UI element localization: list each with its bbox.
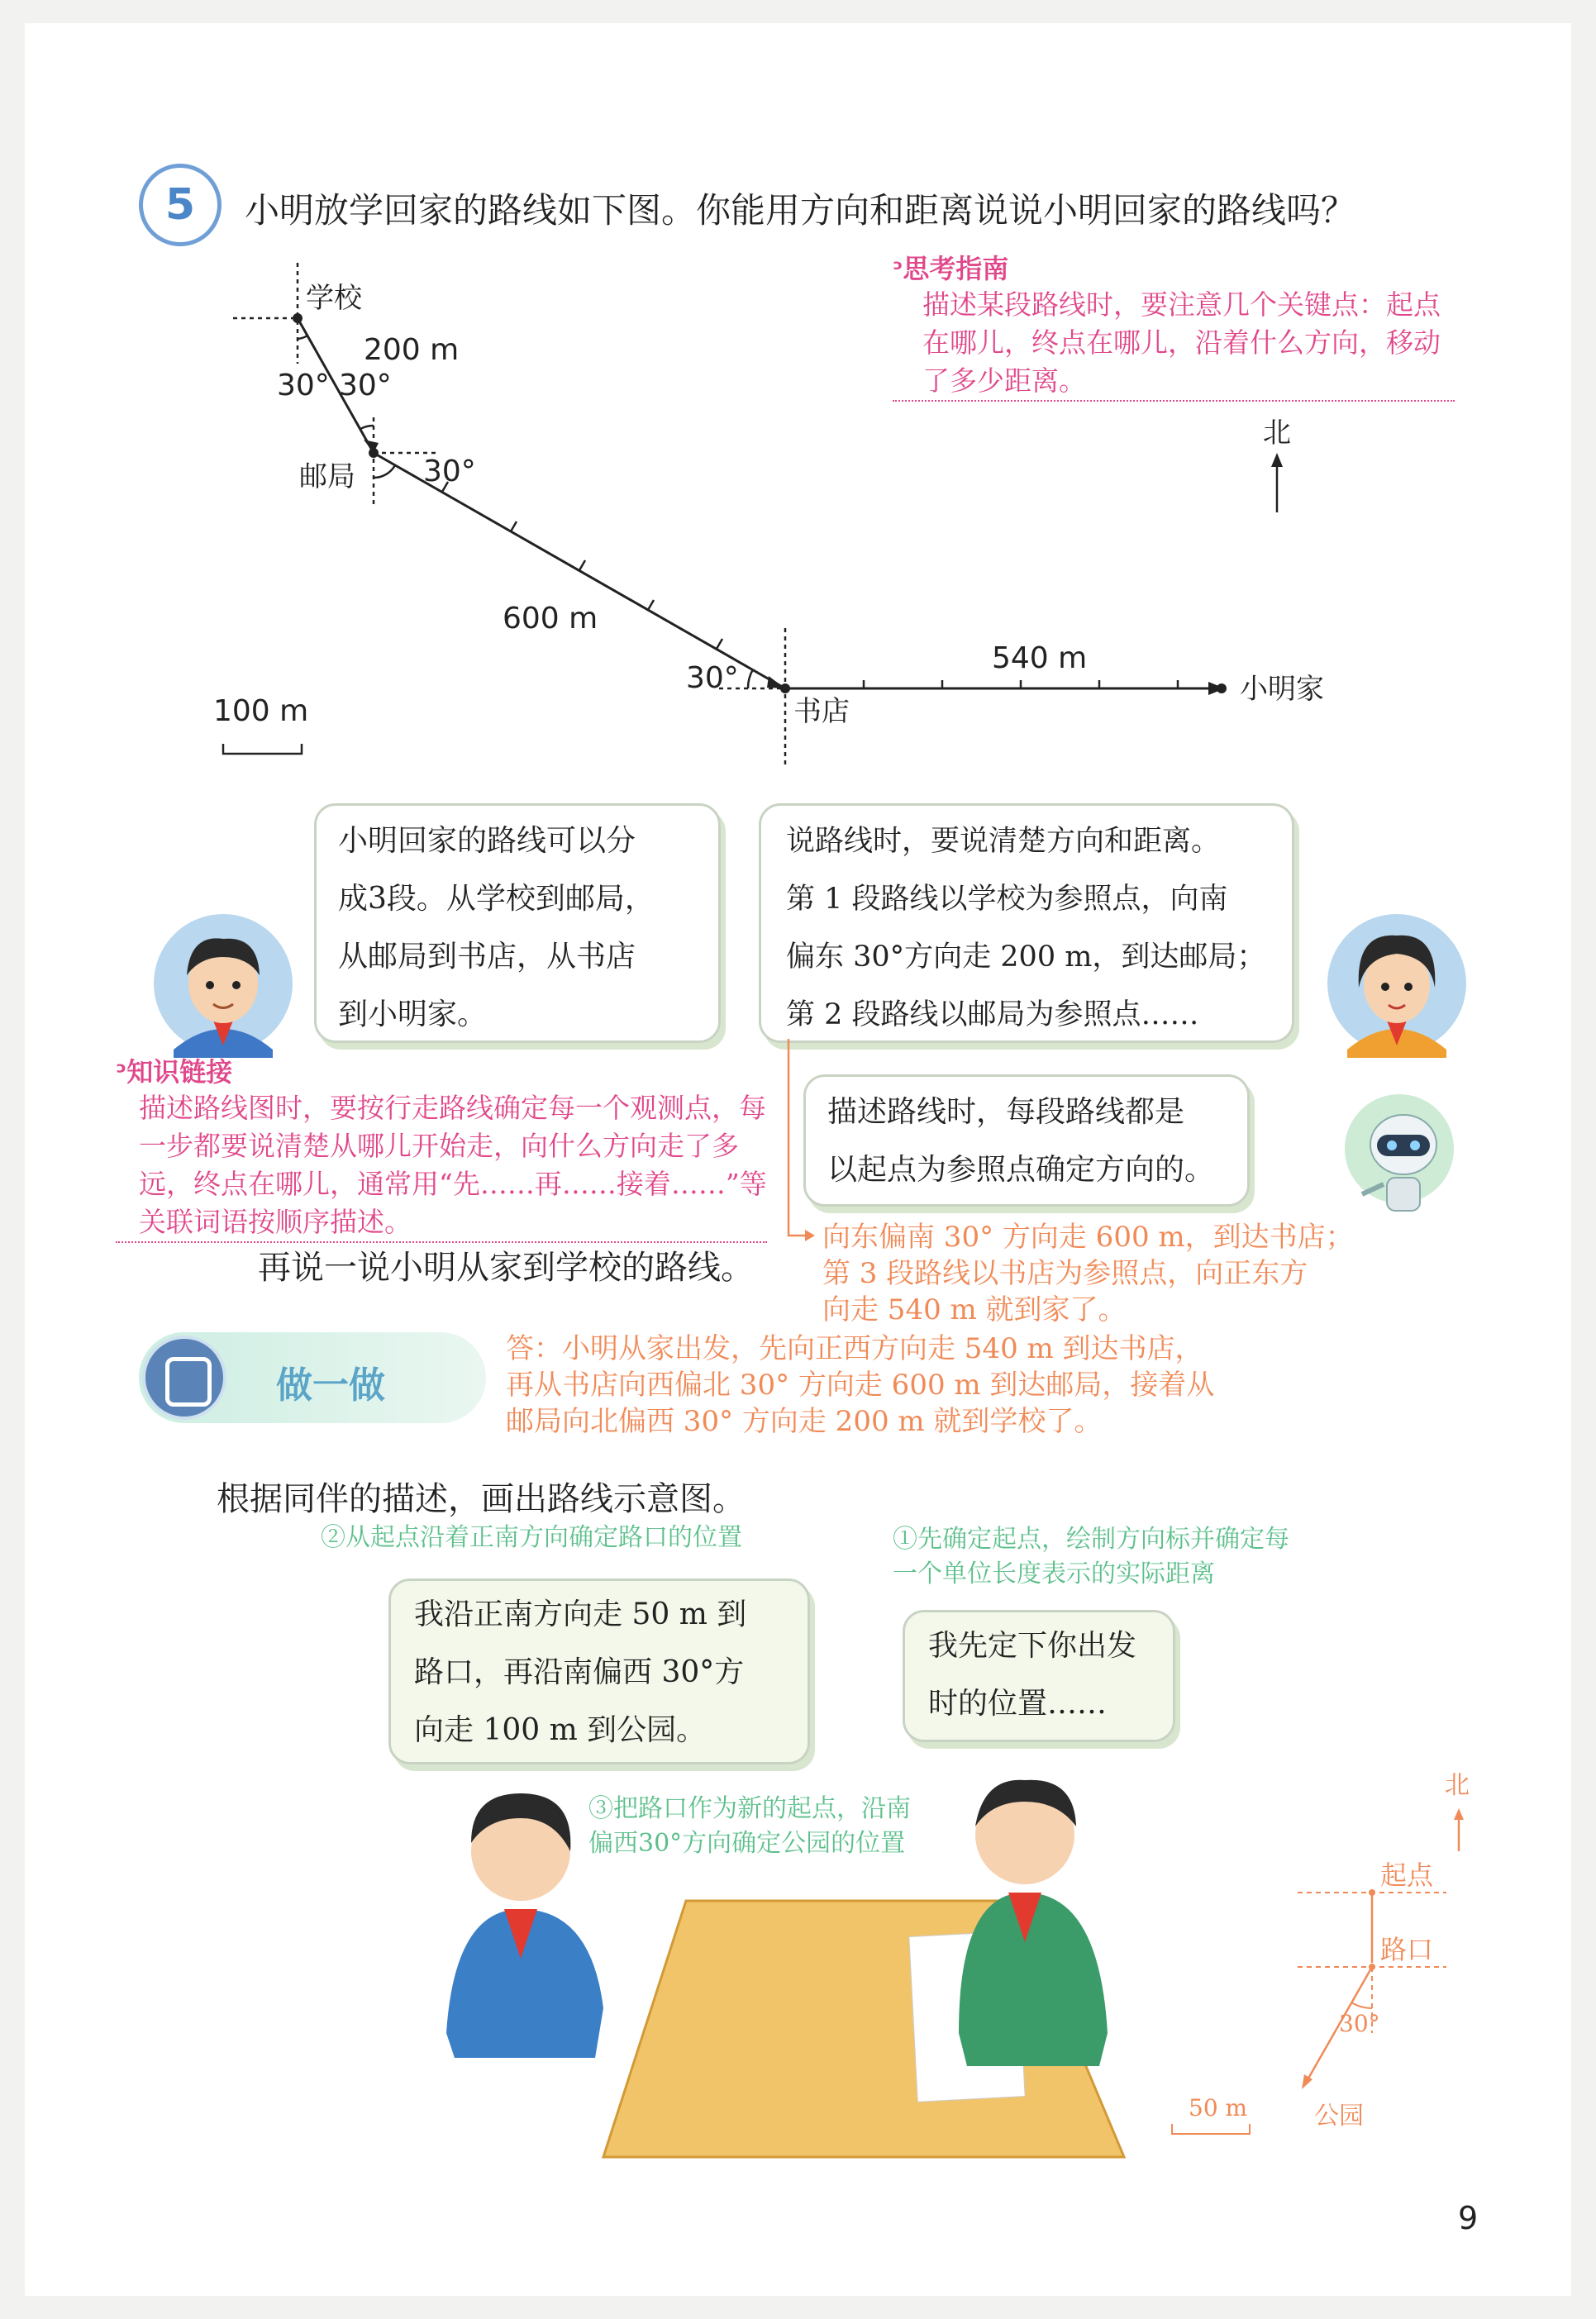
girl-practice-line-2: 路口，再沿南偏西 30°方 xyxy=(414,1655,745,1689)
students-desk-illustration xyxy=(413,1760,1157,2182)
boy-body xyxy=(959,1893,1108,2066)
continuation-answer xyxy=(822,1219,1451,1328)
school-point xyxy=(293,313,303,323)
sketch-angle: 30° xyxy=(1339,2010,1380,2037)
label-home: 小明家 xyxy=(1240,673,1324,706)
note-1-line-1: ①先确定起点，绘制方向标并确定每 xyxy=(893,1525,1289,1554)
continuation-line-1: 向东偏南 30° 方向走 600 m，到达书店； xyxy=(822,1221,1354,1254)
note-3-line-2: 偏西30°方向确定公园的位置 xyxy=(588,1829,906,1858)
boy-avatar xyxy=(149,909,298,1058)
tick xyxy=(717,639,722,649)
label-north: 北 xyxy=(1263,417,1291,450)
angle-arc xyxy=(748,669,753,688)
hook-icon: ᵓ xyxy=(116,1056,127,1088)
label-distance-540: 540 m xyxy=(992,641,1088,675)
note-2: ②从起点沿着正南方向确定路口的位置 xyxy=(321,1523,742,1552)
practice-instruction: 根据同伴的描述，画出路线示意图。 xyxy=(217,1480,746,1518)
girl-speech-bubble xyxy=(759,803,1294,1043)
sketch-start: 起点 xyxy=(1380,1859,1434,1891)
sketch-scale-label: 50 m xyxy=(1189,2094,1248,2121)
girl-avatar xyxy=(1322,909,1471,1058)
bookstore-point xyxy=(780,683,790,693)
sketch-north: 北 xyxy=(1445,1771,1470,1800)
girl-line-3: 偏东 30°方向走 200 m，到达邮局； xyxy=(786,940,1266,974)
label-bookstore: 书店 xyxy=(793,695,850,728)
label-distance-200: 200 m xyxy=(364,333,460,367)
boy-speech-bubble xyxy=(314,803,721,1043)
follow-up-answer-line-1: 答：小明从家出发，先向正西方向走 540 m 到达书店， xyxy=(506,1332,1203,1365)
label-school: 学校 xyxy=(306,282,362,315)
hook-icon: ᵓ xyxy=(893,255,903,284)
label-distance-600: 600 m xyxy=(503,602,598,636)
tick xyxy=(579,560,585,570)
follow-up-answer-line-2: 再从书店向西偏北 30° 方向走 600 m 到达邮局，接着从 xyxy=(506,1369,1215,1402)
girl-line-1: 说路线时，要说清楚方向和距离。 xyxy=(786,825,1221,858)
note-3-line-1: ③把路口作为新的起点，沿南 xyxy=(588,1794,911,1823)
boy-practice-bubble xyxy=(903,1610,1175,1742)
north-arrow-head xyxy=(1271,453,1283,467)
label-angle-1: 30° xyxy=(277,369,330,402)
follow-up-answer xyxy=(506,1331,1498,1440)
sketch-crossing: 路口 xyxy=(1380,1934,1434,1965)
note-1 xyxy=(893,1522,1422,1592)
boy-line-2: 成3段。从学校到邮局， xyxy=(338,882,655,916)
sketch-park: 公园 xyxy=(1314,2102,1364,2131)
route-map xyxy=(0,0,1596,793)
boy-line-1: 小明回家的路线可以分 xyxy=(338,824,636,858)
follow-up-question: 再说一说小明从家到学校的路线。 xyxy=(258,1249,754,1287)
tick xyxy=(648,600,654,610)
answer-sketch xyxy=(1141,1760,1471,2157)
girl-line-4: 第 2 段路线以邮局为参照点…… xyxy=(786,998,1199,1031)
boy-practice-line-2: 时的位置…… xyxy=(928,1687,1108,1721)
angle-arc xyxy=(374,465,395,478)
knowledge-link-title: 知识链接 xyxy=(126,1056,233,1088)
girl-practice-line-3: 向走 100 m 到公园。 xyxy=(414,1713,707,1747)
knowledge-link-text: 描述路线图时，要按行走路线确定每一个观测点，每一步都要说清楚从哪儿开始走，向什么方向走了多远，终点在哪儿，通常用“先……再……接着……”等关联词语按顺序描述。 xyxy=(116,1089,767,1243)
note-1-line-2: 一个单位长度表示的实际距离 xyxy=(893,1559,1215,1588)
label-angle-3: 30° xyxy=(423,455,476,488)
problem-number-badge: 5 xyxy=(139,164,222,246)
girl-practice-line-1: 我沿正南方向走 50 m 到 xyxy=(414,1598,747,1631)
boy-line-3: 从邮局到书店，从书店 xyxy=(338,940,636,974)
angle-arc xyxy=(298,336,307,339)
think-guide-title: 思考指南 xyxy=(903,253,1009,284)
tick xyxy=(511,521,517,531)
robot-speech-bubble xyxy=(803,1074,1250,1207)
scale-bar xyxy=(223,744,302,754)
girl-line-2: 第 1 段路线以学校为参照点，向南 xyxy=(786,883,1228,916)
label-angle-4: 30° xyxy=(686,661,739,695)
follow-up-answer-line-3: 邮局向北偏西 30° 方向走 200 m 就到学校了。 xyxy=(506,1405,1103,1438)
note-icon xyxy=(165,1357,212,1407)
practice-icon xyxy=(142,1336,226,1420)
continuation-line-3: 向走 540 m 就到家了。 xyxy=(822,1293,1127,1326)
practice-title: 做一做 xyxy=(276,1364,385,1407)
post-point xyxy=(369,448,379,458)
label-scale: 100 m xyxy=(213,694,309,728)
label-post-office: 邮局 xyxy=(299,460,355,493)
home-point xyxy=(1217,683,1227,693)
label-angle-2: 30° xyxy=(339,369,392,402)
girl-practice-bubble xyxy=(388,1579,810,1764)
sketch-scale-bar xyxy=(1172,2124,1250,2134)
practice-header xyxy=(139,1332,486,1423)
answer-bracket xyxy=(777,1037,827,1244)
boy-practice-line-1: 我先定下你出发 xyxy=(928,1629,1137,1663)
continuation-line-2: 第 3 段路线以书店为参照点，向正东方 xyxy=(822,1257,1308,1290)
angle-arc xyxy=(360,426,374,429)
think-guide-text: 描述某段路线时，要注意几个关键点：起点在哪儿，终点在哪儿，沿着什么方向，移动了多少距离。 xyxy=(893,286,1455,402)
boy-line-4: 到小明家。 xyxy=(338,998,488,1031)
robot-avatar xyxy=(1329,1087,1470,1227)
robot-line-2: 以起点为参照点确定方向的。 xyxy=(827,1153,1215,1187)
knowledge-link xyxy=(116,1051,769,1243)
problem-question: 小明放学回家的路线如下图。你能用方向和距离说说小明回家的路线吗？ xyxy=(245,190,1356,231)
robot-line-1: 描述路线时，每段路线都是 xyxy=(827,1095,1185,1129)
page-number: 9 xyxy=(1458,2200,1479,2236)
